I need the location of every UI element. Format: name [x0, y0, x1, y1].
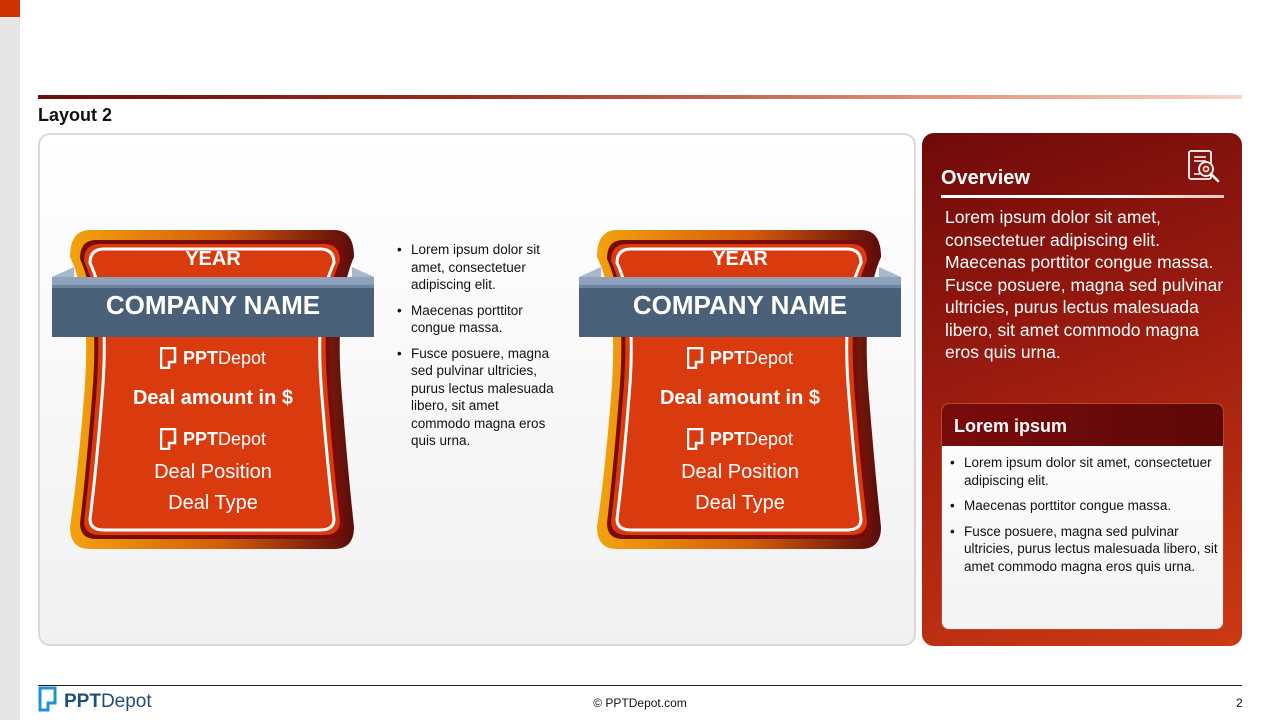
overview-title: Overview — [941, 167, 1030, 189]
badge-deal-type: Deal Type — [695, 492, 785, 514]
brand-bold: PPT — [64, 691, 101, 712]
brand-bold: PPT — [182, 347, 218, 368]
badge-logo-top — [579, 347, 901, 369]
left-strip — [0, 0, 20, 720]
brand-light: Depot — [217, 347, 267, 368]
title-rule — [38, 95, 1242, 99]
badge-deal-type: Deal Type — [168, 492, 258, 514]
list-item: • Lorem ipsum dolor sit amet, consectetuer adipiscing elit. — [395, 241, 555, 294]
footer-rule — [38, 685, 1242, 686]
badge-company-name: COMPANY NAME — [632, 290, 848, 320]
overview-text: Lorem ipsum dolor sit amet, consectetuer adipiscing elit. Maecenas porttitor congue massa. Fusce posuere, magna sed pulvinar ultricies, purus lectus malesuada libero, sit amet commodo magna eros quis urna. — [945, 207, 1224, 362]
page-number: 2 — [1236, 696, 1243, 710]
badge-year: YEAR — [185, 248, 241, 270]
left-accent — [0, 0, 20, 17]
badge-company-name: COMPANY NAME — [105, 290, 321, 320]
deal-badge-2 — [579, 227, 901, 549]
brand-light: Depot — [100, 691, 152, 712]
overview-panel — [922, 133, 1242, 646]
badge-deal-position: Deal Position — [154, 461, 272, 483]
brand-bold: PPT — [709, 428, 745, 449]
list-item: • Lorem ipsum dolor sit amet, consectetuer adipiscing elit. — [950, 454, 1220, 489]
footer-copyright: © PPTDepot.com — [593, 696, 687, 710]
list-item: • Fusce posuere, magna sed pulvinar ultricies, purus lectus malesuada libero, sit amet commodo magna eros quis urna. — [950, 523, 1220, 576]
pptdepot-logo-icon — [160, 347, 178, 369]
brand-light: Depot — [744, 428, 794, 449]
badge-deal-amount: Deal amount in $ — [132, 387, 294, 409]
deal-badge-1 — [52, 227, 374, 549]
overview-rule — [941, 195, 1224, 198]
badge-year: YEAR — [712, 248, 768, 270]
pptdepot-logo-icon — [687, 347, 705, 369]
list-item: • Fusce posuere, magna sed pulvinar ultricies, purus lectus malesuada libero, sit amet commodo magna eros quis urna. — [395, 345, 555, 450]
middle-bullet-list — [395, 241, 555, 458]
list-item: • Maecenas porttitor congue massa. — [395, 302, 555, 337]
lorem-ipsum-box — [941, 403, 1224, 630]
lorem-bullet-list — [950, 454, 1220, 583]
badge-logo-bottom — [579, 428, 901, 450]
brand-bold: PPT — [709, 347, 745, 368]
pptdepot-logo-icon — [160, 428, 178, 450]
badge-logo-bottom — [52, 428, 374, 450]
badge-deal-amount: Deal amount in $ — [659, 387, 821, 409]
brand-light: Depot — [744, 347, 794, 368]
badge-logo-top — [52, 347, 374, 369]
document-search-icon — [1186, 149, 1222, 185]
brand-bold: PPT — [182, 428, 218, 449]
badge-deal-position: Deal Position — [681, 461, 799, 483]
list-item: • Maecenas porttitor congue massa. — [950, 497, 1220, 515]
brand-light: Depot — [217, 428, 267, 449]
lorem-ipsum-header — [942, 404, 1224, 446]
pptdepot-logo-icon — [687, 428, 705, 450]
layout-title: Layout 2 — [38, 105, 113, 125]
lorem-ipsum-title: Lorem ipsum — [954, 416, 1068, 436]
